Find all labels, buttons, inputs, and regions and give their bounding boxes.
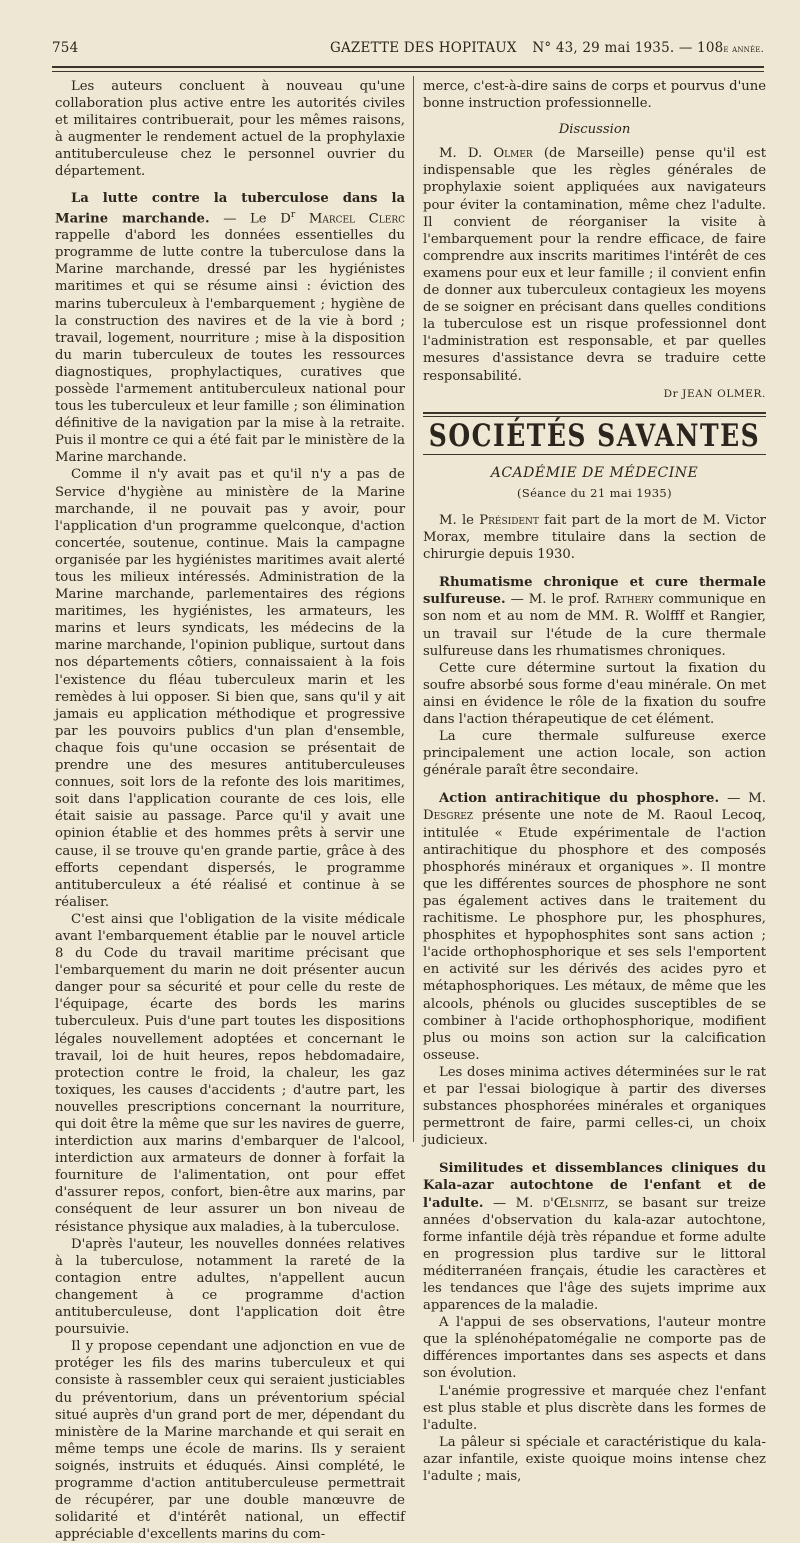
text: , se basant sur treize années d'observation du kala-azar autochtone, forme infantile déjà très répandue et forme adulte en progression plus tardive sur le littoral méditerranéen français, étudie les caractères et les tendances que l'âge des sujets imprime aux apparences de la maladie. bbox=[423, 1195, 766, 1314]
author-name: Olmer bbox=[493, 146, 533, 162]
text: fait part de la mort de M. Victor Morax, membre titulaire dans la section de chirurgie depuis 1930. bbox=[423, 512, 766, 563]
paragraph: Les doses minima actives déterminées sur le rat et par l'essai biologique à partir des diverses substances phosphorées minérales et organiques permettront de faire, parmi celles-ci, un choix judicieux. bbox=[423, 1064, 766, 1149]
page-header bbox=[52, 38, 764, 60]
paragraph bbox=[423, 145, 766, 384]
signature: Dr JEAN OLMER. bbox=[663, 387, 766, 400]
issue-date: N° 43, 29 mai 1935. — 108 bbox=[532, 40, 724, 56]
header-rule bbox=[52, 66, 764, 68]
paragraph bbox=[423, 512, 766, 563]
session-date: (Séance du 21 mai 1935) bbox=[516, 485, 673, 500]
paragraph bbox=[423, 574, 766, 659]
text: r bbox=[290, 209, 296, 220]
paragraph bbox=[55, 190, 405, 467]
author-name: Desgrez bbox=[423, 808, 474, 824]
author-name: Marcel Clerc bbox=[295, 211, 405, 227]
paragraph: Les auteurs concluent à nouveau qu'une collaboration plus active entre les autorités civiles et militaires contribuerait, pour les mêmes raisons, à augmenter le rendement actuel de la prophylaxie antituberculeuse chez le personnel ouvrier du département. bbox=[55, 79, 405, 180]
author-name: Président bbox=[479, 512, 539, 528]
article-heading: Similitudes et dissemblances cliniques du Kala-azar autochtone de l'enfant et de l'adulte. bbox=[423, 1161, 766, 1211]
text: communique en son nom et au nom de MM. R. Wolfff et Rangier, un travail sur l'étude de la cure thermale sulfureuse dans les rhumatismes chroniques. bbox=[423, 592, 766, 659]
text: rappelle d'abord les données essentielles du programme de lutte contre la tuberculose dans la Marine marchande, dressé par les hygiénistes maritimes et qui se résume ainsi : éviction des marins tuberculeux à l'embarquement ; hygiène de la construction des navires et de la vie à bord ; travail, logement, nourriture ; mise à la disposition du marin tuberculeux de toutes les ressources diagnostiques, prophylactiques, curatives que possède l'armement antituberculeux national pour tous les tuberculeux et leur famille ; son élimination définitive de la navigation par la mise à la retraite. Puis il montre ce qui a été fait par le ministère de la Marine marchande. bbox=[55, 228, 405, 466]
paragraph: A l'appui de ses observations, l'auteur montre que la splénohépatomégalie ne comporte pas de différences importantes dans ses aspects et dans son évolution. bbox=[423, 1315, 766, 1382]
page-number: 754 bbox=[52, 40, 79, 56]
text: — M. bbox=[719, 791, 766, 807]
paragraph: D'après l'auteur, les nouvelles données relatives à la tuberculose, notamment la rareté de la contagion entre adultes, n'appellent aucun changement à ce programme d'action antituberculeuse, dont l'application doit être poursuivie. bbox=[55, 1236, 405, 1338]
section-title: SOCIÉTÉS SAVANTES bbox=[428, 417, 761, 454]
section-rule bbox=[423, 454, 766, 455]
paragraph: merce, c'est-à-dire sains de corps et pourvus d'une bonne instruction professionnelle. bbox=[423, 79, 766, 112]
header-rule-thin bbox=[52, 71, 764, 72]
text: — M. le prof. bbox=[505, 592, 605, 608]
article-heading: Rhumatisme chronique et cure thermale sulfureuse. bbox=[423, 575, 766, 608]
author-name: d'Œlsnitz bbox=[542, 1195, 605, 1211]
issue-info bbox=[532, 40, 764, 56]
paragraph bbox=[423, 1160, 766, 1314]
article-heading: Action antirachitique du phosphore. bbox=[439, 791, 720, 807]
text: M. le bbox=[439, 512, 480, 528]
text: présente une note de M. Raoul Lecoq, intitulée « Etude expérimentale de l'action antirachitique du phosphore et des composés phosphorés minéraux et organiques ». Il montre que les différentes sources de phosphore ne sont pas également actives dans le traitement du rachitisme. Le phosphore pur, les phosphures, phosphites et hypophosphites sont sans action ; l'acide orthophosphorique et ses sels l'emportent en activité sur les dérivés des acides pyro et métaphosphoriques. Les métaux, de même que les alcools, phénols ou glucides susceptibles de se combiner à l'acide orthophosphorique, modifient plus ou moins son action sur la calcification osseuse. bbox=[423, 808, 766, 1063]
paragraph: Comme il n'y avait pas et qu'il n'y a pas de Service d'hygiène au ministère de la Marine marchande, il ne pouvait pas y avoir, pour l'application d'un programme quelconque, d'action concertée, soutenue, continue. Mais la campagne organisée par les hygiénistes maritimes avait alerté tous les milieux intéressés. Administration de la Marine marchande, parlementaires des régions maritimes, les hygiénistes, les armateurs, les marins et leurs syndicats, les médecins de la marine marchande, l'opinion publique, surtout dans nos départements côtiers, connaissaient à la fois l'existence du fléau tuberculeux marin et les remèdes à lui opposer. Si bien que, sans qu'il y ait jamais eu application méthodique et progressive par les pouvoirs publics d'un plan d'ensemble, chaque fois qu'une occasion se présentait de prendre une des mesures antituberculeuses connues, soit lors de la refonte des lois maritimes, soit dans l'application courante de ces lois, elle était saisie au passage. Parce qu'il y avait une opinion établie et des hommes prêts à servir une cause, il se trouve qu'en grande partie, grâce à des efforts cependant dispersés, le programme antituberculeux a été réalisé et continue à se réaliser. bbox=[55, 467, 405, 910]
paragraph: La pâleur si spéciale et caractéristique du kala-azar infantile, existe quoique moins intense chez l'adulte ; mais, bbox=[423, 1434, 766, 1485]
academy-title: ACADÉMIE DE MÉDECINE bbox=[490, 464, 699, 481]
text: M. D. bbox=[439, 146, 494, 162]
right-column bbox=[423, 78, 766, 1485]
paragraph bbox=[423, 790, 766, 1064]
left-column bbox=[55, 78, 405, 1543]
paragraph: Cette cure détermine surtout la fixation du soufre absorbé sous forme d'eau minérale. On met ainsi en évidence le rôle de la fixation du soufre dans l'action thérapeutique de cet élément. bbox=[423, 660, 766, 727]
paragraph: Il y propose cependant une adjonction en vue de protéger les fils des marins tuberculeux et qui consiste à rassembler ceux qui seraient justiciables du préventorium, dans un préventorium spécial situé auprès d'un grand port de mer, dépendant du ministère de la Marine marchande et qui serait en même temps une école de marins. Ils y seraient soignés, instruits et éduqués. Ainsi complété, le programme d'action antituberculeuse permettrait de récupérer, par une double manœuvre de solidarité et d'intérêt national, un effectif appréciable d'excellents marins du com- bbox=[55, 1339, 405, 1543]
journal-title: GAZETTE DES HOPITAUX bbox=[330, 40, 517, 56]
author-name: Rathery bbox=[604, 592, 654, 608]
paragraph: C'est ainsi que l'obligation de la visite médicale avant l'embarquement établie par le nouvel article 8 du Code du travail maritime précisant que l'embarquement du marin ne doit présenter aucun danger pour sa sécurité et pour celle du reste de l'équipage, écarte des bords les marins tuberculeux. Puis d'une part toutes les dispositions légales nouvellement adoptées et concernant le travail, loi de huit heures, repos hebdomadaire, protection contre le froid, la chaleur, les gaz toxiques, les causes d'accidents ; d'autre part, les nouvelles prescriptions concernant la nourriture, qui doit être la même que sur les navires de guerre, interdiction aux marins d'embarquer de l'alcool, interdiction aux armateurs de donner à forfait la fourniture de l'alimentation, ont pour effet d'assurer repos, confort, bien-être aux marins, par conséquent de leur assurer un bon niveau de résistance physique aux maladies, à la tuberculose. bbox=[55, 911, 405, 1235]
issue-suffix: e année. bbox=[723, 44, 764, 55]
text: (de Marseille) pense qu'il est indispensable que les règles générales de prophylaxie soient appliquées aux navigateurs pour éviter la contamination, même chez l'adulte. Il convient de réorganiser la visite à l'embarquement pour la rendre efficace, de faire comprendre aux inscrits maritimes l'intérêt de ces examens pour eux et leur famille ; il convient enfin de donner aux tuberculeux contagieux les moyens de se soigner en précisant dans quelles conditions la tuberculose est un risque professionnel dont l'administration est responsable, et par quelles mesures d'assistance devra se traduire cette responsabilité. bbox=[423, 146, 766, 384]
section-rule bbox=[423, 412, 766, 417]
paragraph: L'anémie progressive et marquée chez l'enfant est plus stable et plus discrète dans les formes de l'adulte. bbox=[423, 1383, 766, 1433]
text: — Le D bbox=[209, 211, 291, 227]
paragraph: La cure thermale sulfureuse exerce principalement une action locale, son action générale paraît être secondaire. bbox=[423, 729, 766, 779]
article-heading: La lutte contre la tuberculose dans la Marine marchande. bbox=[55, 190, 405, 227]
column-divider bbox=[413, 76, 414, 1142]
discussion-heading: Discussion bbox=[558, 122, 631, 138]
text: — M. bbox=[483, 1195, 543, 1211]
